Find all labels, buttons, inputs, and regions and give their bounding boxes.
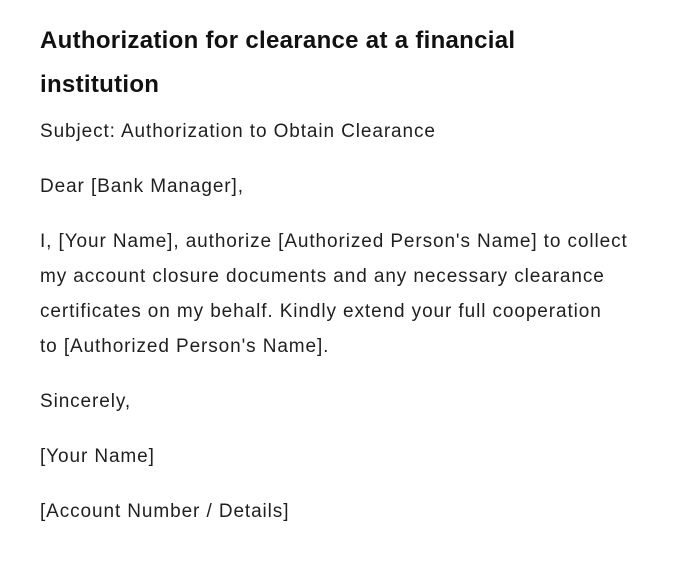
signature-placeholder: [Your Name]	[40, 446, 155, 467]
closing: Sincerely,	[40, 391, 132, 412]
subject-line: Subject: Authorization to Obtain Clearance	[40, 121, 436, 142]
body-paragraph	[40, 224, 660, 364]
account-details-placeholder: [Account Number / Details]	[40, 501, 290, 522]
body-line: my account closure documents and any necessary clearance	[40, 266, 605, 287]
body-line: I, [Your Name], authorize [Authorized Person's Name] to collect	[40, 231, 628, 252]
salutation: Dear [Bank Manager],	[40, 176, 244, 197]
page-title: Authorization for clearance at a financial institution	[40, 27, 516, 98]
body-line: to [Authorized Person's Name].	[40, 336, 330, 357]
body-line: certificates on my behalf. Kindly extend your full cooperation	[40, 301, 602, 322]
